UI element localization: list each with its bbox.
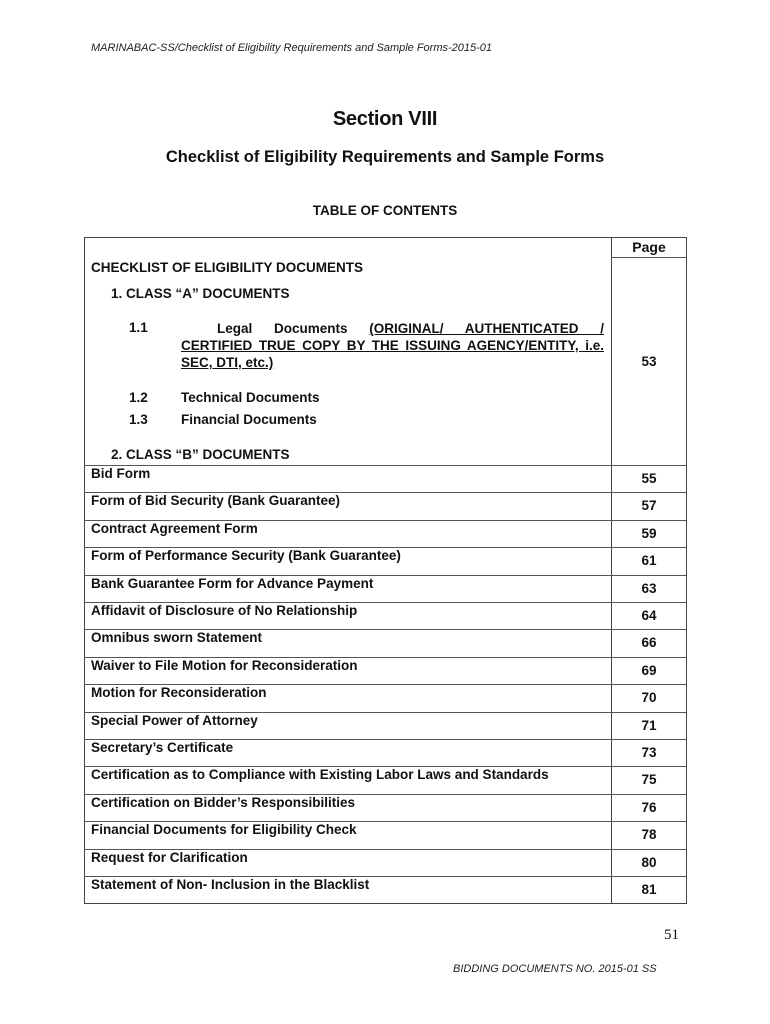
toc-entry-page: 81 [641, 882, 657, 897]
item-1-3-number: 1.3 [129, 412, 148, 427]
toc-entry-page: 63 [641, 581, 657, 596]
toc-entry-title: Form of Bid Security (Bank Guarantee) [91, 493, 341, 508]
toc-entry-title: Motion for Reconsideration [91, 685, 267, 700]
toc-entry-page: 71 [641, 718, 657, 733]
toc-entry-title: Statement of Non- Inclusion in the Blacklist [91, 877, 370, 892]
item-1-1-qualifier: (ORIGINAL/ AUTHENTICATED / CERTIFIED TRUE COPY BY THE ISSUING AGENCY/ENTITY, i.e. SEC, DTI, etc.) [181, 321, 604, 370]
document-subtitle: Checklist of Eligibility Requirements and Sample Forms [165, 148, 605, 166]
item-1-1-text [181, 320, 604, 371]
running-footer: BIDDING DOCUMENTS NO. 2015-01 SS [453, 963, 657, 975]
toc-entry-title: Certification on Bidder’s Responsibilities [91, 795, 356, 810]
row-rule [85, 465, 686, 466]
toc-entry-page: 57 [641, 498, 657, 513]
toc-entry-page: 70 [641, 690, 657, 705]
toc-entry-title: Waiver to File Motion for Reconsideration [91, 658, 358, 673]
toc-entry-title: Omnibus sworn Statement [91, 630, 263, 645]
toc-entry-page: 66 [641, 635, 657, 650]
toc-entry-title: Bank Guarantee Form for Advance Payment [91, 576, 374, 591]
running-header: MARINABAC-SS/Checklist of Eligibility Requirements and Sample Forms-2015-01 [91, 42, 493, 54]
toc-entry-page: 55 [641, 471, 657, 486]
checklist-heading: CHECKLIST OF ELIGIBILITY DOCUMENTS [91, 260, 364, 275]
page-column-header: Page [632, 239, 666, 255]
item-1-1-label: Legal Documents [217, 321, 348, 336]
toc-entry-title: Special Power of Attorney [91, 713, 258, 728]
toc-entry-title: Form of Performance Security (Bank Guarantee) [91, 548, 401, 563]
checklist-page: 53 [641, 354, 657, 369]
toc-entry-title: Affidavit of Disclosure of No Relationship [91, 603, 358, 618]
toc-entry-page: 73 [641, 745, 657, 760]
toc-entry-page: 59 [641, 526, 657, 541]
toc-entry-title: Contract Agreement Form [91, 521, 258, 536]
toc-entry-title: Request for Clarification [91, 850, 248, 865]
toc-entry-page: 76 [641, 800, 657, 815]
item-1-2-number: 1.2 [129, 390, 148, 405]
class-b-heading: 2. CLASS “B” DOCUMENTS [111, 447, 290, 462]
toc-entry-page: 80 [641, 855, 657, 870]
section-title: Section VIII [332, 108, 438, 130]
toc-entry-page: 64 [641, 608, 657, 623]
page-number: 51 [664, 927, 679, 943]
page-header-rule [611, 257, 686, 258]
class-a-heading: 1. CLASS “A” DOCUMENTS [111, 286, 290, 301]
toc-entry-title: Secretary’s Certificate [91, 740, 234, 755]
item-1-2-text: Technical Documents [181, 390, 320, 405]
toc-entry-page: 75 [641, 772, 657, 787]
toc-entry-page: 61 [641, 553, 657, 568]
item-1-3-text: Financial Documents [181, 412, 317, 427]
toc-title: TABLE OF CONTENTS [312, 203, 458, 218]
toc-entry-title: Financial Documents for Eligibility Check [91, 822, 357, 837]
toc-table [84, 237, 687, 904]
toc-entry-title: Bid Form [91, 466, 151, 481]
toc-entry-page: 78 [641, 827, 657, 842]
toc-entry-page: 69 [641, 663, 657, 678]
toc-entry-title: Certification as to Compliance with Existing Labor Laws and Standards [91, 767, 549, 782]
item-1-1-number: 1.1 [129, 320, 148, 335]
